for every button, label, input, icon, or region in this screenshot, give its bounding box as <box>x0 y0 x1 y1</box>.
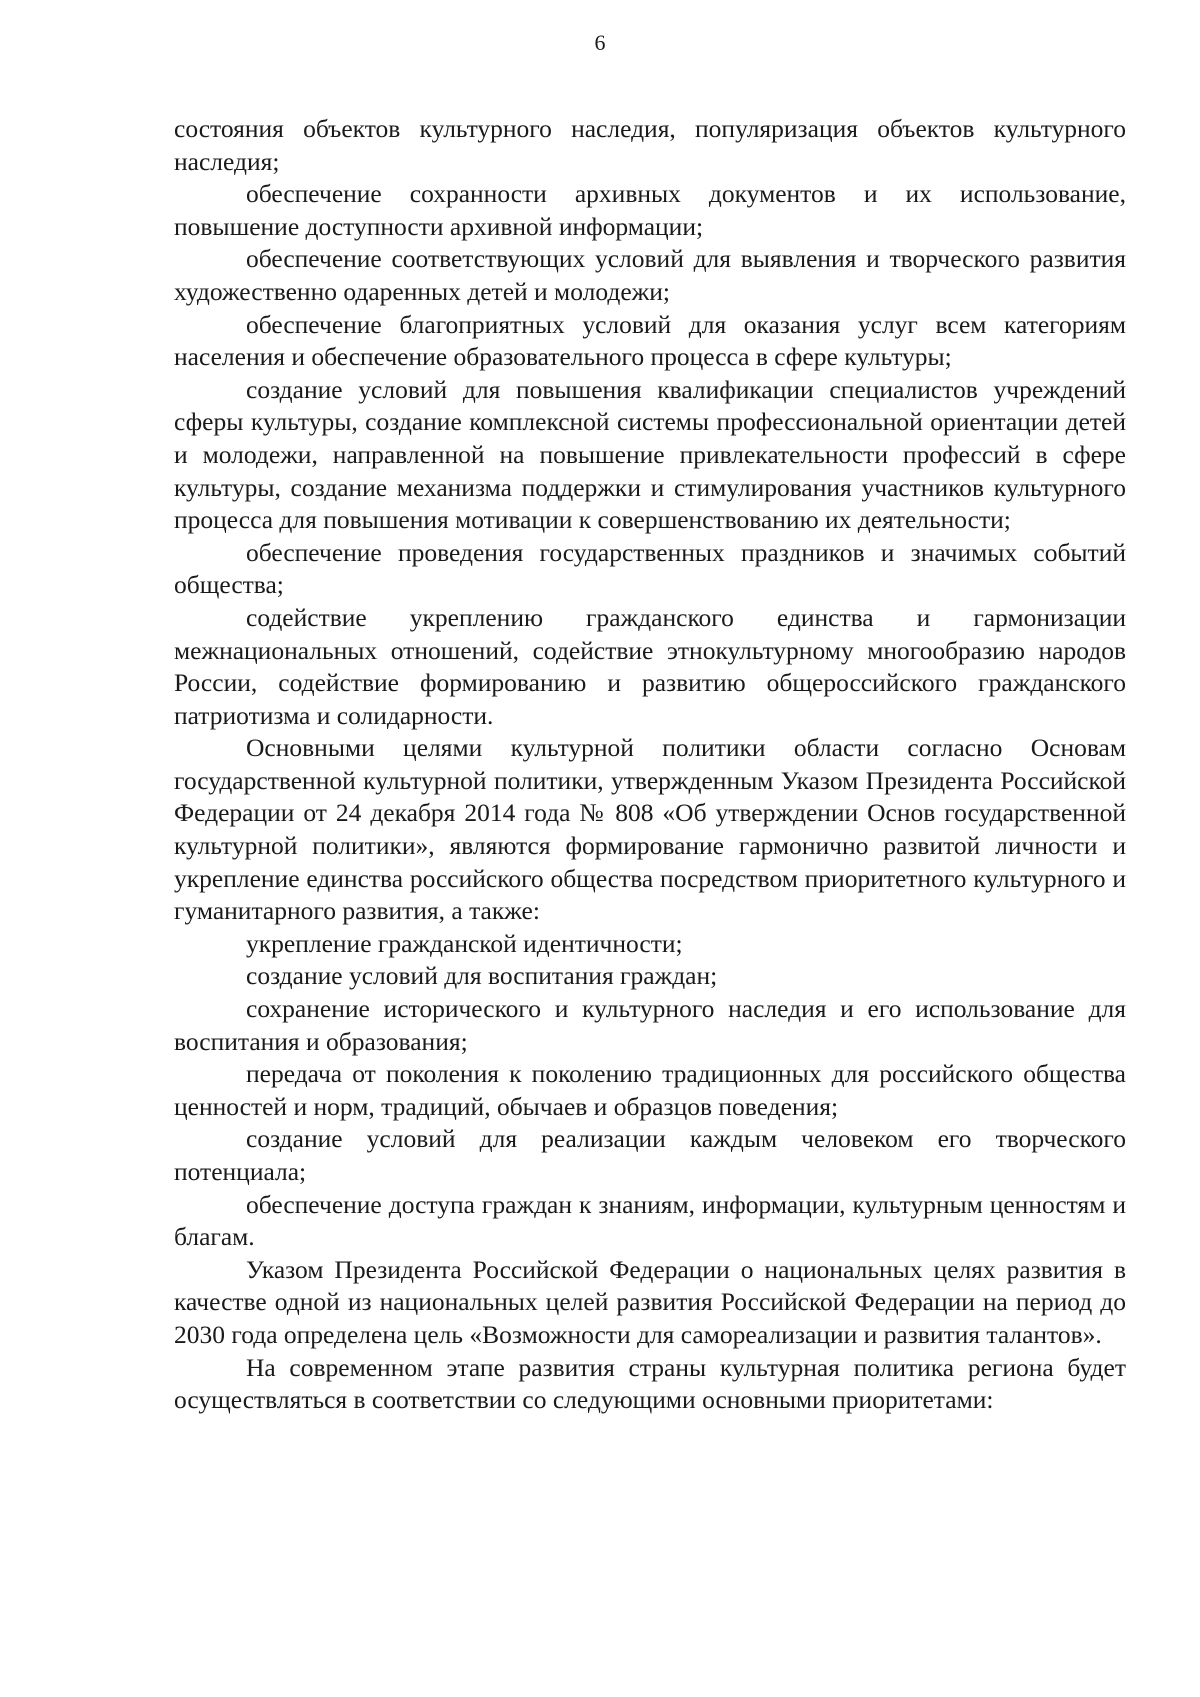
document-body <box>174 113 1126 1417</box>
paragraph: обеспечение сохранности архивных документов и их использование, повышение доступности архивной информации; <box>174 179 1126 241</box>
paragraph: состояния объектов культурного наследия, популяризация объектов культурного наследия; <box>174 114 1126 176</box>
paragraph: создание условий для реализации каждым человеком его творческого потенциала; <box>174 1124 1126 1186</box>
page-number: 6 <box>594 30 606 55</box>
paragraph: Указом Президента Российской Федерации о национальных целях развития в качестве одной из национальных целей развития Российской Федерации на период до 2030 года определена цель «Возможности для самореализации и развития талантов». <box>174 1254 1126 1349</box>
paragraph: обеспечение благоприятных условий для оказания услуг всем категориям населения и обеспечение образовательного процесса в сфере культуры; <box>174 309 1126 372</box>
paragraph: создание условий для повышения квалификации специалистов учреждений сферы культуры, создание комплексной системы профессиональной ориентации детей и молодежи, направленной на повышение привлекательности профессий в сфере культуры, создание механизма поддержки и стимулирования участников культурного процесса для повышения мотивации к совершенствованию их деятельности; <box>174 374 1126 535</box>
paragraph: сохранение исторического и культурного наследия и его использование для воспитания и образования; <box>174 994 1126 1056</box>
paragraph: обеспечение проведения государственных праздников и значимых событий общества; <box>174 537 1126 600</box>
paragraph: содействие укреплению гражданского единства и гармонизации межнациональных отношений, содействие этнокультурному многообразию народов России, содействие формированию и развитию общероссийского гражданского патриотизма и солидарности. <box>174 602 1126 730</box>
paragraph: обеспечение доступа граждан к знаниям, информации, культурным ценностям и благам. <box>174 1189 1126 1252</box>
paragraph: Основными целями культурной политики области согласно Основам государственной культурной политики, утвержденным Указом Президента Российской Федерации от 24 декабря 2014 года № 808 «Об утверждении Основ государственной культурной политики», являются формирование гармонично развитой личности и укрепление единства российского общества посредством приоритетного культурного и гуманитарного развития, а также: <box>174 733 1126 926</box>
paragraph: укрепление гражданской идентичности; <box>246 928 683 958</box>
paragraph: На современном этапе развития страны культурная политика региона будет осуществляться в соответствии со следующими основными приоритетами: <box>174 1352 1126 1415</box>
paragraph: обеспечение соответствующих условий для выявления и творческого развития художественно одаренных детей и молодежи; <box>174 244 1126 306</box>
paragraph: передача от поколения к поколению традиционных для российского общества ценностей и норм, традиций, обычаев и образцов поведения; <box>174 1059 1126 1121</box>
paragraph: создание условий для воспитания граждан; <box>246 961 718 991</box>
